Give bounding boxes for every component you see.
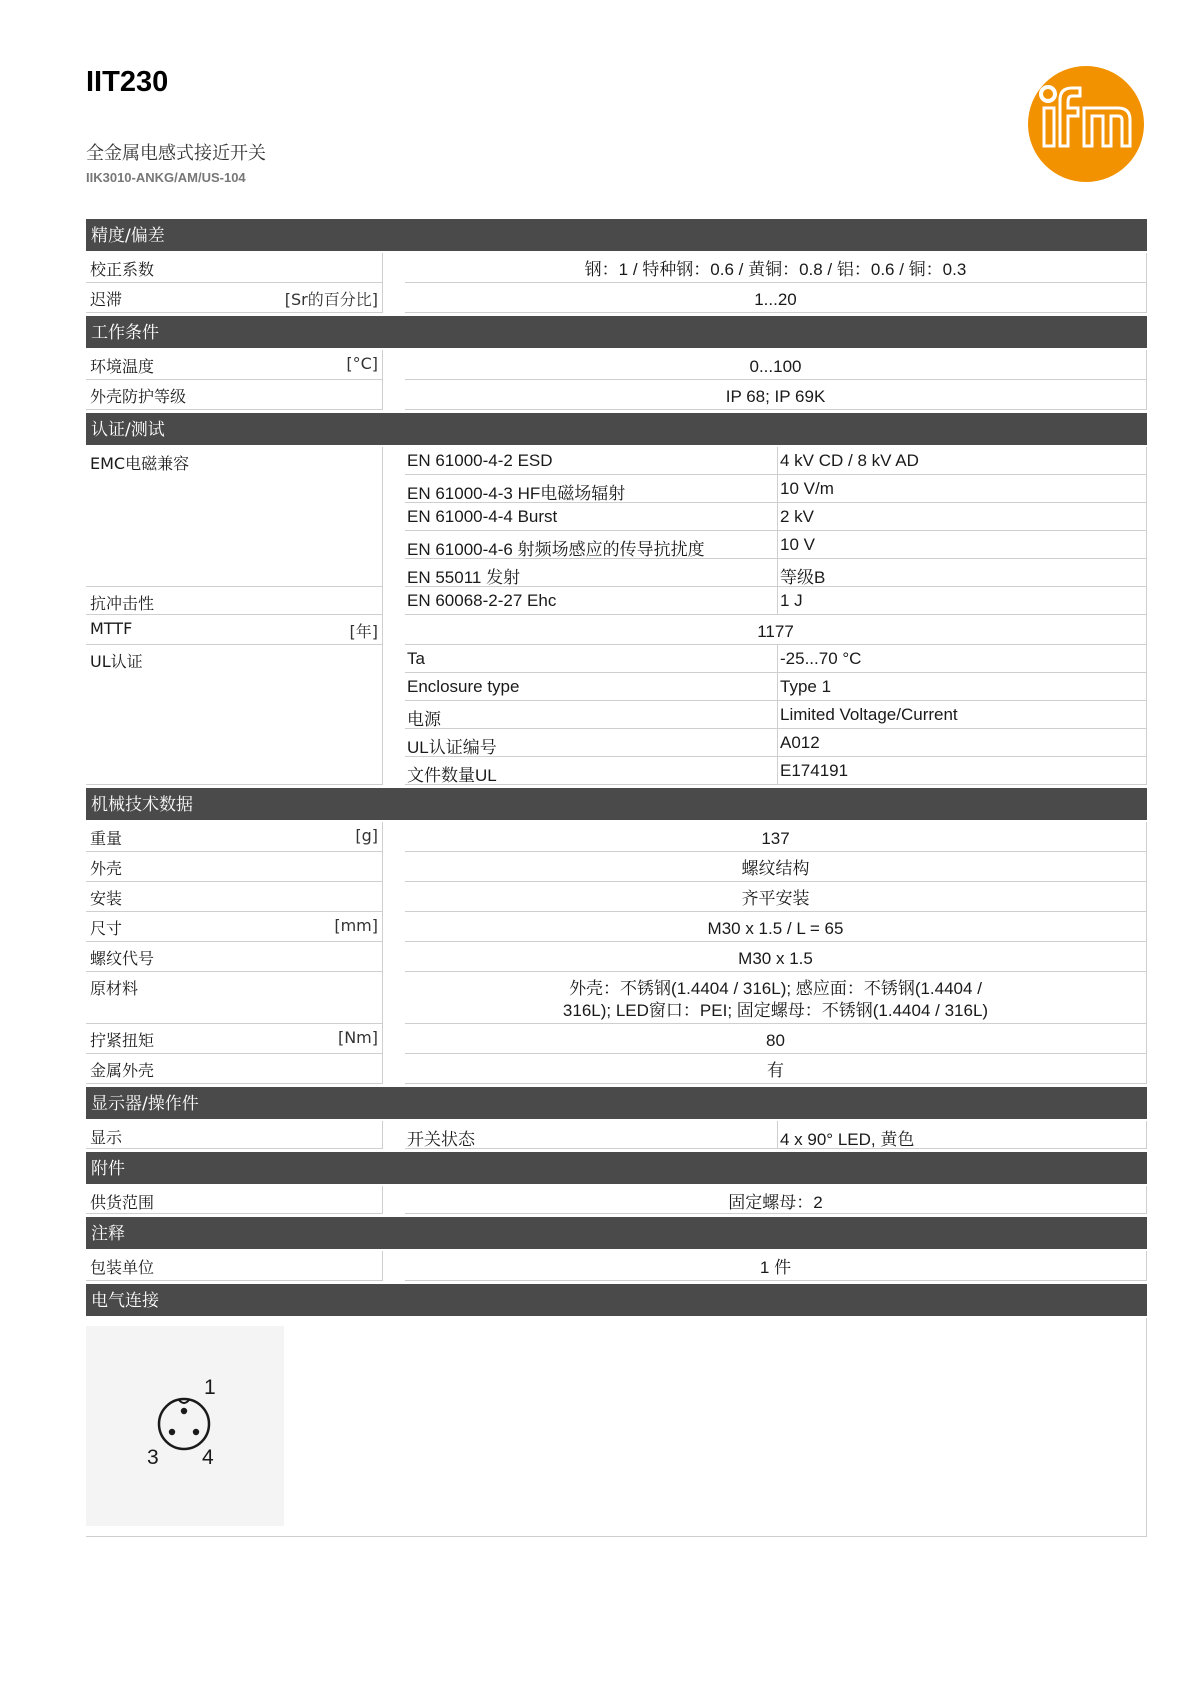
- emc-value: 10 V/m: [778, 475, 1147, 503]
- spec-label: 原材料: [86, 972, 383, 1024]
- spec-value: 137: [405, 822, 1147, 852]
- section-electrical: 电气连接: [86, 1284, 1147, 1316]
- ul-key: 电源: [405, 701, 778, 729]
- ul-value: -25...70 °C: [778, 645, 1147, 673]
- spec-label-cell: [86, 615, 383, 645]
- emc-items: [405, 447, 1147, 587]
- ul-value: Type 1: [778, 673, 1147, 701]
- spec-label: 金属外壳: [86, 1054, 383, 1084]
- section-remarks: 注释: [86, 1217, 1147, 1249]
- ul-value: A012: [778, 729, 1147, 757]
- spec-label-cell: [86, 350, 383, 380]
- spec-value: 0...100: [405, 350, 1147, 380]
- spec-label: 抗冲击性: [86, 587, 383, 615]
- connector-diagram: [86, 1326, 284, 1526]
- spec-row: [86, 942, 1147, 972]
- spec-unit: [Nm]: [337, 1028, 378, 1047]
- spec-label: 外壳防护等级: [86, 380, 383, 410]
- spec-value: M30 x 1.5: [405, 942, 1147, 972]
- spec-row: [86, 1024, 1147, 1054]
- spec-label: 迟滞: [90, 290, 123, 309]
- materials-line-2: 316L); LED窗口：PEI; 固定螺母：不锈钢(1.4404 / 316L): [562, 1001, 989, 1020]
- spec-label: 拧紧扭矩: [90, 1031, 155, 1050]
- emc-row: [86, 447, 1147, 587]
- spec-label-cell: [86, 912, 383, 942]
- spec-label: 尺寸: [90, 919, 123, 938]
- spec-label: 螺纹代号: [86, 942, 383, 972]
- connection-box: [86, 1318, 1147, 1537]
- section-operating: 工作条件: [86, 316, 1147, 348]
- spec-value: 1...20: [405, 283, 1147, 313]
- spec-value: 钢：1 / 特种钢：0.6 / 黄铜：0.8 / 铝：0.6 / 铜：0.3: [405, 253, 1147, 283]
- ul-key: UL认证编号: [405, 729, 778, 757]
- spec-label-cell: [86, 822, 383, 852]
- ul-key: Ta: [405, 645, 778, 673]
- spec-value: M30 x 1.5 / L = 65: [405, 912, 1147, 942]
- spec-value: 螺纹结构: [405, 852, 1147, 882]
- spec-row: [86, 822, 1147, 852]
- spec-label: 重量: [90, 829, 123, 848]
- spec-row: [86, 1054, 1147, 1084]
- spec-unit: [年]: [349, 622, 378, 641]
- spec-unit: [mm]: [334, 916, 378, 935]
- spec-label: EMC电磁兼容: [86, 447, 383, 587]
- spec-row: [86, 852, 1147, 882]
- spec-row: [86, 1251, 1147, 1281]
- spec-value: IP 68; IP 69K: [405, 380, 1147, 410]
- emc-test: EN 61000-4-4 Burst: [405, 503, 778, 531]
- spec-label: MTTF: [90, 619, 133, 638]
- spec-row: [86, 283, 1147, 313]
- pin-label-1: 1: [204, 1376, 216, 1399]
- spec-label-cell: [86, 1024, 383, 1054]
- spec-value: 有: [405, 1054, 1147, 1084]
- shock-value: 1 J: [778, 587, 1147, 615]
- emc-test: EN 61000-4-6 射频场感应的传导抗扰度: [405, 531, 778, 559]
- emc-value: 4 kV CD / 8 kV AD: [778, 447, 1147, 475]
- section-mechanical: 机械技术数据: [86, 788, 1147, 820]
- display-value: 4 x 90° LED, 黄色: [778, 1121, 1147, 1149]
- section-display: 显示器/操作件: [86, 1087, 1147, 1119]
- spec-label: 环境温度: [90, 357, 155, 376]
- spec-label: 校正系数: [86, 253, 383, 283]
- emc-value: 10 V: [778, 531, 1147, 559]
- section-accessories: 附件: [86, 1152, 1147, 1184]
- spec-row: [86, 912, 1147, 942]
- product-subtitle: 全金属电感式接近开关: [86, 143, 266, 164]
- spec-row: [86, 882, 1147, 912]
- spec-value: 80: [405, 1024, 1147, 1054]
- spec-label: UL认证: [86, 645, 383, 785]
- emc-value: 2 kV: [778, 503, 1147, 531]
- section-approvals: 认证/测试: [86, 413, 1147, 445]
- spec-label: 供货范围: [86, 1186, 383, 1214]
- section-accuracy: 精度/偏差: [86, 219, 1147, 251]
- ul-key: Enclosure type: [405, 673, 778, 701]
- display-key: 开关状态: [405, 1121, 778, 1149]
- spec-label: 安装: [86, 882, 383, 912]
- shock-test: EN 60068-2-27 Ehc: [405, 587, 778, 615]
- ul-value: Limited Voltage/Current: [778, 701, 1147, 729]
- shock-row: [86, 587, 1147, 615]
- product-title: IIT230: [86, 66, 169, 98]
- emc-test: EN 61000-4-3 HF电磁场辐射: [405, 475, 778, 503]
- ul-row: [86, 645, 1147, 785]
- pin-label-4: 4: [202, 1446, 214, 1469]
- pin-label-3: 3: [147, 1446, 159, 1469]
- spec-value: 齐平安装: [405, 882, 1147, 912]
- materials-value: [405, 972, 1147, 1024]
- spec-unit: [Sr的百分比]: [284, 290, 378, 309]
- spec-label-cell: [86, 283, 383, 313]
- spec-value: 1 件: [405, 1251, 1147, 1281]
- article-code: IIK3010-ANKG/AM/US-104: [86, 170, 246, 185]
- spec-row: [86, 380, 1147, 410]
- materials-row: [86, 972, 1147, 1024]
- spec-sheet: [86, 219, 1147, 1537]
- ul-value: E174191: [778, 757, 1147, 785]
- ul-items: [405, 645, 1147, 785]
- emc-value: 等级B: [778, 559, 1147, 587]
- emc-test: EN 61000-4-2 ESD: [405, 447, 778, 475]
- spec-unit: [°C]: [346, 354, 378, 373]
- ifm-logo: [1026, 64, 1146, 184]
- spec-row: [86, 1186, 1147, 1214]
- spec-value: 固定螺母：2: [405, 1186, 1147, 1214]
- emc-test: EN 55011 发射: [405, 559, 778, 587]
- materials-line-1: 外壳：不锈钢(1.4404 / 316L); 感应面：不锈钢(1.4404 /: [569, 979, 982, 998]
- ul-key: 文件数量UL: [405, 757, 778, 785]
- spec-row: [86, 253, 1147, 283]
- mttf-row: [86, 615, 1147, 645]
- display-row: [86, 1121, 1147, 1149]
- connector-pinout-icon: [86, 1326, 284, 1526]
- spec-label: 显示: [86, 1121, 383, 1149]
- spec-label: 外壳: [86, 852, 383, 882]
- spec-value: 1177: [405, 615, 1147, 645]
- spec-row: [86, 350, 1147, 380]
- spec-unit: [g]: [355, 826, 378, 845]
- spec-label: 包装单位: [86, 1251, 383, 1281]
